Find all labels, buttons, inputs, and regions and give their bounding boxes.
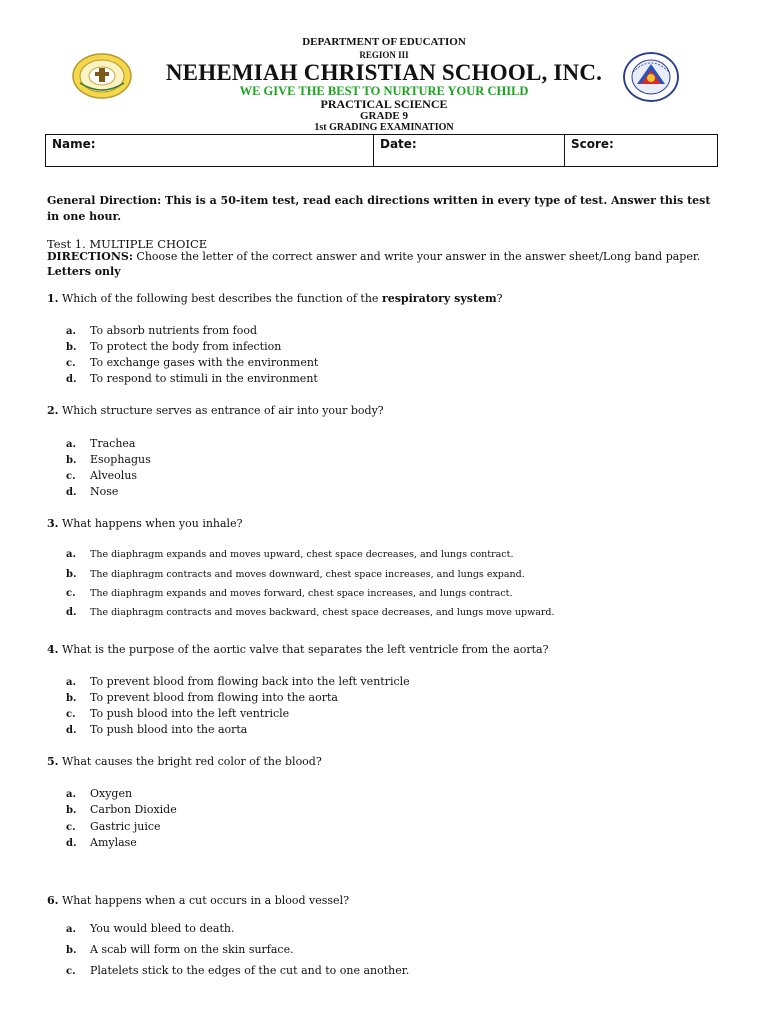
option-text: Platelets stick to the edges of the cut and to one another.: [90, 964, 410, 977]
question-3: [47, 517, 727, 530]
option-letter: d.: [66, 838, 77, 849]
option-letter: a.: [66, 439, 76, 450]
option-letter: b.: [66, 945, 77, 956]
option-text: The diaphragm expands and moves upward, chest space decreases, and lungs contract.: [90, 549, 514, 560]
option-text: A scab will form on the skin surface.: [90, 943, 294, 956]
directions-text: Choose the letter of the correct answer and write your answer in the answer sheet/Long band paper.: [132, 250, 701, 263]
option-text: The diaphragm expands and moves forward, chest space increases, and lungs contract.: [90, 588, 513, 599]
option-letter: c.: [66, 471, 76, 482]
option-item: [66, 787, 132, 800]
exam-heading: 1st GRADING EXAMINATION: [314, 122, 454, 133]
option-letter: a.: [66, 677, 76, 688]
school-motto: WE GIVE THE BEST TO NURTURE YOUR CHILD: [239, 84, 529, 98]
option-item: [66, 340, 281, 353]
option-letter: a.: [66, 549, 76, 560]
option-text: Alveolus: [90, 469, 138, 482]
option-letter: b.: [66, 569, 77, 580]
question-number: 6.: [47, 894, 59, 907]
option-item: [66, 723, 247, 736]
option-item: [66, 588, 513, 599]
subject-heading: PRACTICAL SCIENCE: [320, 97, 448, 111]
option-text: Nose: [90, 485, 119, 498]
option-text: To push blood into the aorta: [90, 723, 248, 736]
option-text: To absorb nutrients from food: [90, 324, 258, 337]
name-field[interactable]: [46, 135, 374, 166]
option-item: [66, 549, 513, 560]
question-text: Which structure serves as entrance of air into your body?: [58, 404, 384, 417]
option-text: To prevent blood from flowing back into the left ventricle: [90, 675, 410, 688]
school-name: NEHEMIAH CHRISTIAN SCHOOL, INC.: [165, 60, 603, 85]
directions-emphasis: Letters only: [47, 265, 121, 278]
option-letter: c.: [66, 822, 76, 833]
option-item: [66, 820, 161, 833]
grade-heading: GRADE 9: [360, 110, 408, 122]
test-directions: [47, 249, 717, 279]
question-4: [47, 643, 727, 656]
option-letter: b.: [66, 342, 77, 353]
option-text: To respond to stimuli in the environment: [90, 372, 318, 385]
department-heading: DEPARTMENT OF EDUCATION: [302, 36, 466, 48]
option-text: The diaphragm contracts and moves backward, chest space decreases, and lungs move upward.: [90, 607, 555, 618]
option-letter: d.: [66, 607, 77, 618]
option-item: [66, 691, 338, 704]
option-item: [66, 372, 318, 385]
student-info-table: [45, 134, 718, 167]
question-number: 4.: [47, 643, 59, 656]
question-text-end: ?: [496, 292, 503, 305]
question-text: What causes the bright red color of the blood?: [58, 755, 322, 768]
option-text: To push blood into the left ventricle: [90, 707, 290, 720]
question-number: 5.: [47, 755, 59, 768]
region-heading: REGION III: [359, 50, 409, 60]
option-letter: b.: [66, 693, 77, 704]
question-number: 2.: [47, 404, 59, 417]
option-text: The diaphragm contracts and moves downward, chest space increases, and lungs expand.: [90, 569, 525, 580]
question-1: [47, 292, 727, 305]
option-text: You would bleed to death.: [90, 922, 235, 935]
question-text: Which of the following best describes the function of the: [58, 292, 382, 305]
general-direction: General Direction: This is a 50-item test, read each directions written in every type of test. Answer this test in one hour.: [47, 194, 711, 223]
option-item: [66, 469, 137, 482]
option-item: [66, 675, 410, 688]
option-item: [66, 324, 257, 337]
option-item: [66, 943, 294, 956]
question-2: [47, 404, 727, 417]
option-item: [66, 356, 318, 369]
option-item: [66, 964, 409, 977]
option-text: To protect the body from infection: [90, 340, 282, 353]
option-letter: c.: [66, 358, 76, 369]
option-item: [66, 922, 234, 935]
name-label: Name:: [52, 137, 96, 151]
option-letter: c.: [66, 966, 76, 977]
option-letter: b.: [66, 455, 77, 466]
option-item: [66, 836, 137, 849]
question-text: What happens when a cut occurs in a blood vessel?: [58, 894, 349, 907]
question-text: What is the purpose of the aortic valve that separates the left ventricle from the aorta?: [58, 643, 549, 656]
option-letter: a.: [66, 789, 76, 800]
option-item: [66, 569, 525, 580]
date-field[interactable]: [374, 135, 565, 166]
option-item: [66, 437, 135, 450]
option-text: Amylase: [90, 836, 137, 849]
option-text: To prevent blood from flowing into the aorta: [90, 691, 338, 704]
option-letter: d.: [66, 725, 77, 736]
option-item: [66, 453, 151, 466]
date-label: Date:: [380, 137, 417, 151]
test-title: Test 1. MULTIPLE CHOICE: [47, 237, 208, 251]
score-field[interactable]: [565, 135, 717, 166]
option-text: Trachea: [90, 437, 136, 450]
question-6: [47, 894, 727, 907]
score-label: Score:: [571, 137, 614, 151]
option-letter: b.: [66, 805, 77, 816]
option-text: Oxygen: [90, 787, 133, 800]
option-letter: a.: [66, 924, 76, 935]
option-item: [66, 485, 118, 498]
option-letter: c.: [66, 709, 76, 720]
question-keyword: respiratory system: [381, 292, 497, 305]
option-text: Gastric juice: [90, 820, 161, 833]
option-letter: d.: [66, 487, 77, 498]
option-letter: c.: [66, 588, 76, 599]
question-number: 3.: [47, 517, 59, 530]
option-text: To exchange gases with the environment: [90, 356, 319, 369]
option-letter: a.: [66, 326, 76, 337]
question-5: [47, 755, 727, 768]
option-item: [66, 707, 289, 720]
question-text: What happens when you inhale?: [58, 517, 243, 530]
option-item: [66, 803, 177, 816]
directions-label: DIRECTIONS:: [47, 250, 133, 263]
option-text: Carbon Dioxide: [90, 803, 177, 816]
option-item: [66, 607, 555, 618]
option-text: Esophagus: [90, 453, 151, 466]
question-number: 1.: [47, 292, 59, 305]
option-letter: d.: [66, 374, 77, 385]
